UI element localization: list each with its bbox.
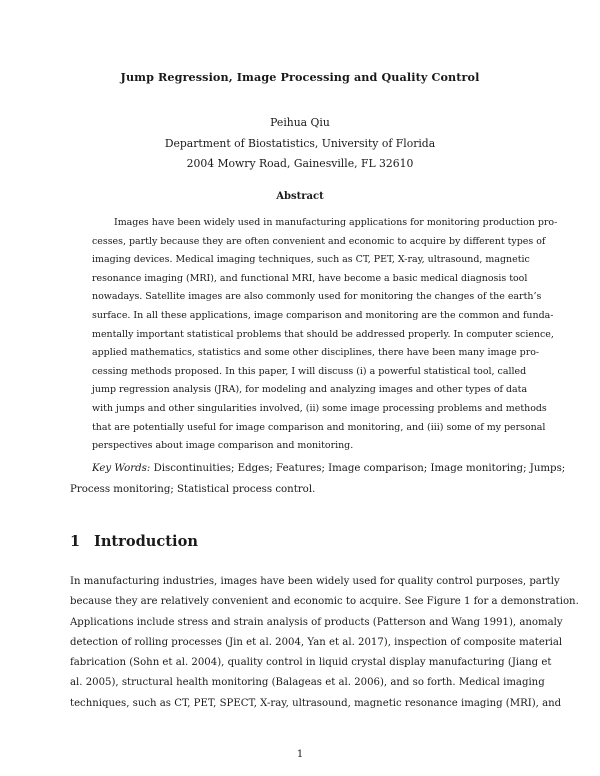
abstract-line: surface. In all these applications, image comparison and monitoring are the common and funda- — [92, 309, 554, 321]
keywords-label: Key Words: — [92, 463, 151, 474]
abstract-body — [92, 214, 558, 456]
intro-line: al. 2005), structural health monitoring (Balageas et al. 2006), and so forth. Medical imaging — [70, 677, 545, 689]
intro-line: techniques, such as CT, PET, SPECT, X-ray, ultrasound, magnetic resonance imaging (MRI), and — [70, 697, 562, 709]
author-block — [0, 113, 600, 175]
keywords-block — [70, 459, 566, 500]
abstract-line: cesses, partly because they are often convenient and economic to acquire by different types of — [92, 235, 546, 247]
intro-line: In manufacturing industries, images have been widely used for quality control purposes, partly — [70, 576, 560, 587]
intro-body — [70, 572, 579, 714]
section-number: 1 — [70, 533, 81, 550]
abstract-line: Images have been widely used in manufacturing applications for monitoring production pro- — [114, 217, 558, 228]
abstract-line: applied mathematics, statistics and some other disciplines, there have been many image pro- — [92, 347, 540, 359]
abstract-line: that are potentially useful for image comparison and monitoring, and (iii) some of my personal — [92, 421, 546, 433]
abstract-line: nowadays. Satellite images are also commonly used for monitoring the changes of the earth’s — [92, 291, 542, 303]
section-title: Introduction — [94, 533, 198, 550]
keywords-list: Discontinuities; Edges; Features; Image comparison; Image monitoring; Jumps; — [153, 463, 566, 474]
keywords-line: Process monitoring; Statistical process control. — [70, 483, 316, 495]
abstract-line: mentally important statistical problems that should be addressed properly. In computer science, — [92, 328, 554, 340]
author-affiliation: Department of Biostatistics, University of Florida — [164, 136, 436, 150]
abstract-line: perspectives about image comparison and monitoring. — [92, 440, 354, 452]
abstract-line: imaging devices. Medical imaging techniques, such as CT, PET, X-ray, ultrasound, magnetic — [92, 254, 530, 266]
abstract-heading: Abstract — [276, 191, 324, 202]
intro-line: because they are relatively convenient and economic to acquire. See Figure 1 for a demonstration. — [70, 596, 579, 608]
author-address: 2004 Mowry Road, Gainesville, FL 32610 — [186, 157, 414, 170]
paper-title: Jump Regression, Image Processing and Quality Control — [120, 70, 480, 84]
author-name: Peihua Qiu — [270, 116, 330, 129]
intro-line: fabrication (Sohn et al. 2004), quality control in liquid crystal display manufacturing (Jiang et — [70, 657, 552, 669]
abstract-line: resonance imaging (MRI), and functional MRI, have become a basic medical diagnosis tool — [92, 272, 528, 284]
page-number: 1 — [296, 749, 304, 760]
abstract-line: with jumps and other singularities involved, (ii) some image processing problems and methods — [92, 402, 547, 414]
abstract-line: cessing methods proposed. In this paper, I will discuss (i) a powerful statistical tool, called — [92, 365, 527, 377]
section-heading — [70, 533, 198, 550]
keywords-line — [70, 459, 566, 480]
abstract-line: jump regression analysis (JRA), for modeling and analyzing images and other types of data — [92, 384, 528, 396]
intro-line: Applications include stress and strain analysis of products (Patterson and Wang 1991), anomaly — [70, 616, 563, 628]
intro-line: detection of rolling processes (Jin et al. 2004, Yan et al. 2017), inspection of composite material — [70, 636, 563, 648]
